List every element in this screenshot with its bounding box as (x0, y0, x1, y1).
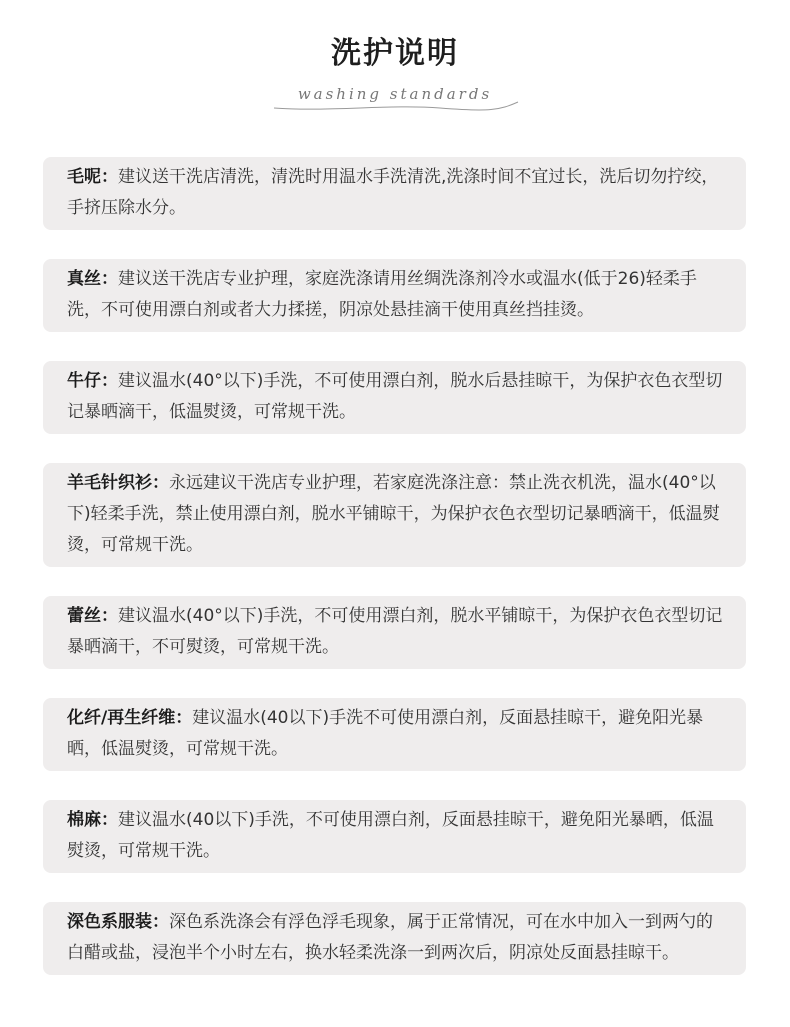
care-card-wool-coat (43, 157, 746, 230)
subtitle-underline-swash (270, 94, 522, 114)
care-card-heading: 深色系服装： (67, 912, 169, 932)
care-card-text: 建议温水(40°以下)手洗，不可使用漂白剂，脱水后悬挂晾干，为保护衣色衣型切记暴晒滴干，低温熨烫，可常规干洗。 (67, 371, 723, 422)
care-card-cotton-linen (43, 800, 746, 873)
page-title: 洗护说明 (331, 36, 459, 71)
care-card-heading: 化纤/再生纤维： (67, 708, 193, 728)
care-card-text: 建议送干洗店专业护理，家庭洗涤请用丝绸洗涤剂冷水或温水(低于26)轻柔手洗，不可使用漂白剂或者大力揉搓，阴凉处悬挂滴干使用真丝挡挂烫。 (67, 269, 697, 320)
washing-sections (43, 157, 746, 1004)
care-card-heading: 真丝： (67, 269, 118, 289)
care-card-silk (43, 259, 746, 332)
care-card-text: 建议温水(40以下)手洗不可使用漂白剂，反面悬挂晾干，避免阳光暴晒，低温熨烫，可常规干洗。 (67, 708, 704, 759)
care-card-heading: 毛呢： (67, 167, 118, 187)
care-card-dark-clothing (43, 902, 746, 975)
page-header (0, 0, 790, 140)
care-card-text: 永远建议干洗店专业护理，若家庭洗涤注意：禁止洗衣机洗，温水(40°以下)轻柔手洗，禁止使用漂白剂，脱水平铺晾干，为保护衣色衣型切记暴晒滴干，低温熨烫，可常规干洗。 (67, 473, 720, 555)
care-card-heading: 羊毛针织衫： (67, 473, 169, 493)
care-card-heading: 棉麻： (67, 810, 118, 830)
care-card-heading: 蕾丝： (67, 606, 118, 626)
care-card-heading: 牛仔： (67, 371, 118, 391)
care-card-synthetic (43, 698, 746, 771)
care-card-lace (43, 596, 746, 669)
care-card-text: 建议温水(40以下)手洗，不可使用漂白剂，反面悬挂晾干，避免阳光暴晒，低温熨烫，可常规干洗。 (67, 810, 714, 861)
page-subtitle: washing standards (297, 85, 493, 103)
care-card-denim (43, 361, 746, 434)
care-card-text: 深色系洗涤会有浮色浮毛现象，属于正常情况，可在水中加入一到两勺的白醋或盐，浸泡半个小时左右，换水轻柔洗涤一到两次后，阴凉处反面悬挂晾干。 (67, 912, 713, 963)
care-card-wool-knit (43, 463, 746, 567)
care-card-text: 建议温水(40°以下)手洗，不可使用漂白剂，脱水平铺晾干，为保护衣色衣型切记暴晒滴干，不可熨烫，可常规干洗。 (67, 606, 723, 657)
care-card-text: 建议送干洗店清洗，清洗时用温水手洗清洗,洗涤时间不宜过长，洗后切勿拧绞，手挤压除水分。 (67, 167, 719, 218)
